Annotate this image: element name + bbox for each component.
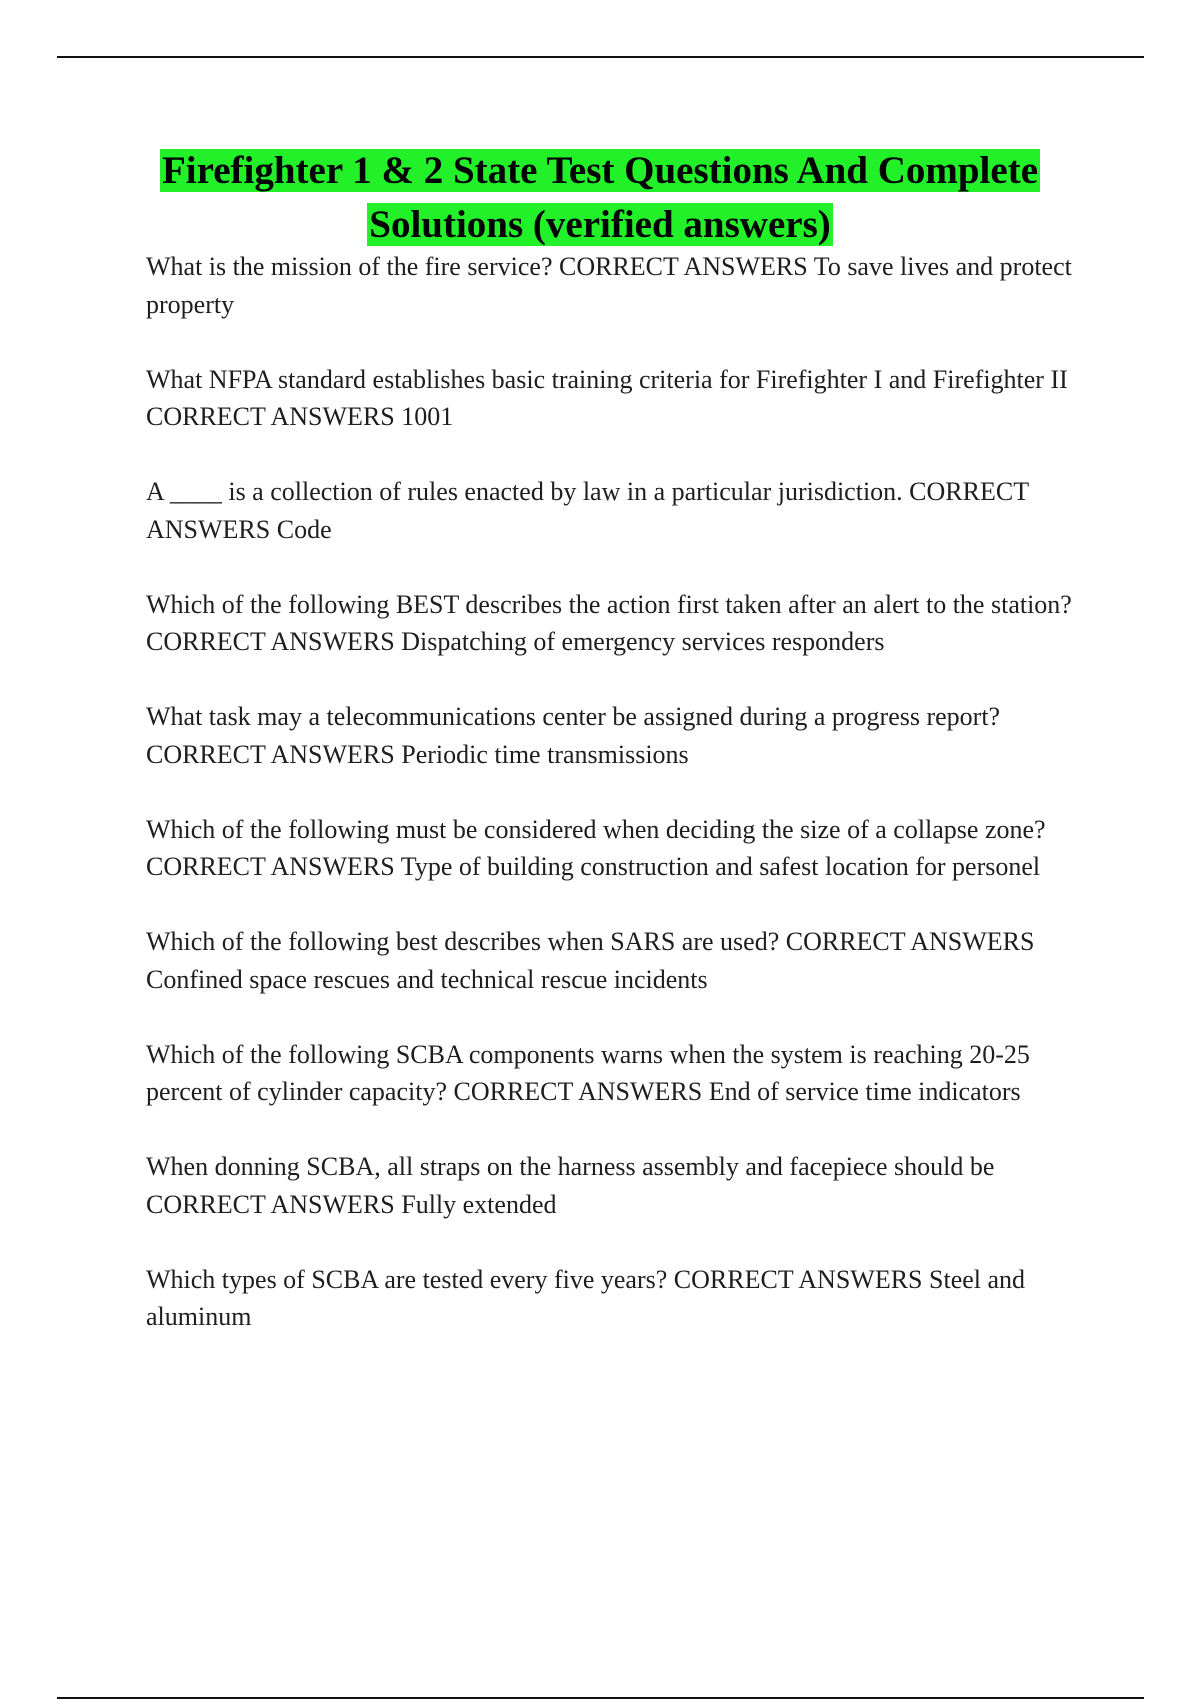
document-title: Firefighter 1 & 2 State Test Questions And Complete Solutions (verified answers) [161, 149, 1039, 246]
qa-item-7: Which of the following best describes when SARS are used? CORRECT ANSWERS Confined space rescues and technical rescue incidents [146, 927, 1035, 994]
qa-item-3: A ____ is a collection of rules enacted by law in a particular jurisdiction. CORRECT ANSWERS Code [146, 477, 1029, 544]
header-rule [57, 56, 1144, 58]
qa-item-10: Which types of SCBA are tested every five years? CORRECT ANSWERS Steel and aluminum [146, 1264, 1026, 1331]
qa-item-2: What NFPA standard establishes basic training criteria for Firefighter I and Firefighter II CORRECT ANSWERS 1001 [146, 364, 1068, 431]
qa-item-4: Which of the following BEST describes the action first taken after an alert to the station? CORRECT ANSWERS Dispatching of emergency services responders [146, 589, 1072, 656]
qa-item-1: What is the mission of the fire service? CORRECT ANSWERS To save lives and protect property [146, 252, 1072, 319]
qa-item-8: Which of the following SCBA components warns when the system is reaching 20-25 percent of cylinder capacity? CORRECT ANSWERS End of service time indicators [146, 1039, 1030, 1106]
qa-item-5: What task may a telecommunications center be assigned during a progress report? CORRECT ANSWERS Periodic time transmissions [146, 702, 1001, 769]
qa-item-9: When donning SCBA, all straps on the harness assembly and facepiece should be CORRECT ANSWERS Fully extended [146, 1152, 995, 1219]
qa-item-6: Which of the following must be considered when deciding the size of a collapse zone? CORRECT ANSWERS Type of building construction and safest location for personel [146, 814, 1046, 881]
footer-rule [57, 1697, 1144, 1699]
question-answer-list [146, 248, 1086, 1373]
document-title-block [120, 144, 1080, 252]
